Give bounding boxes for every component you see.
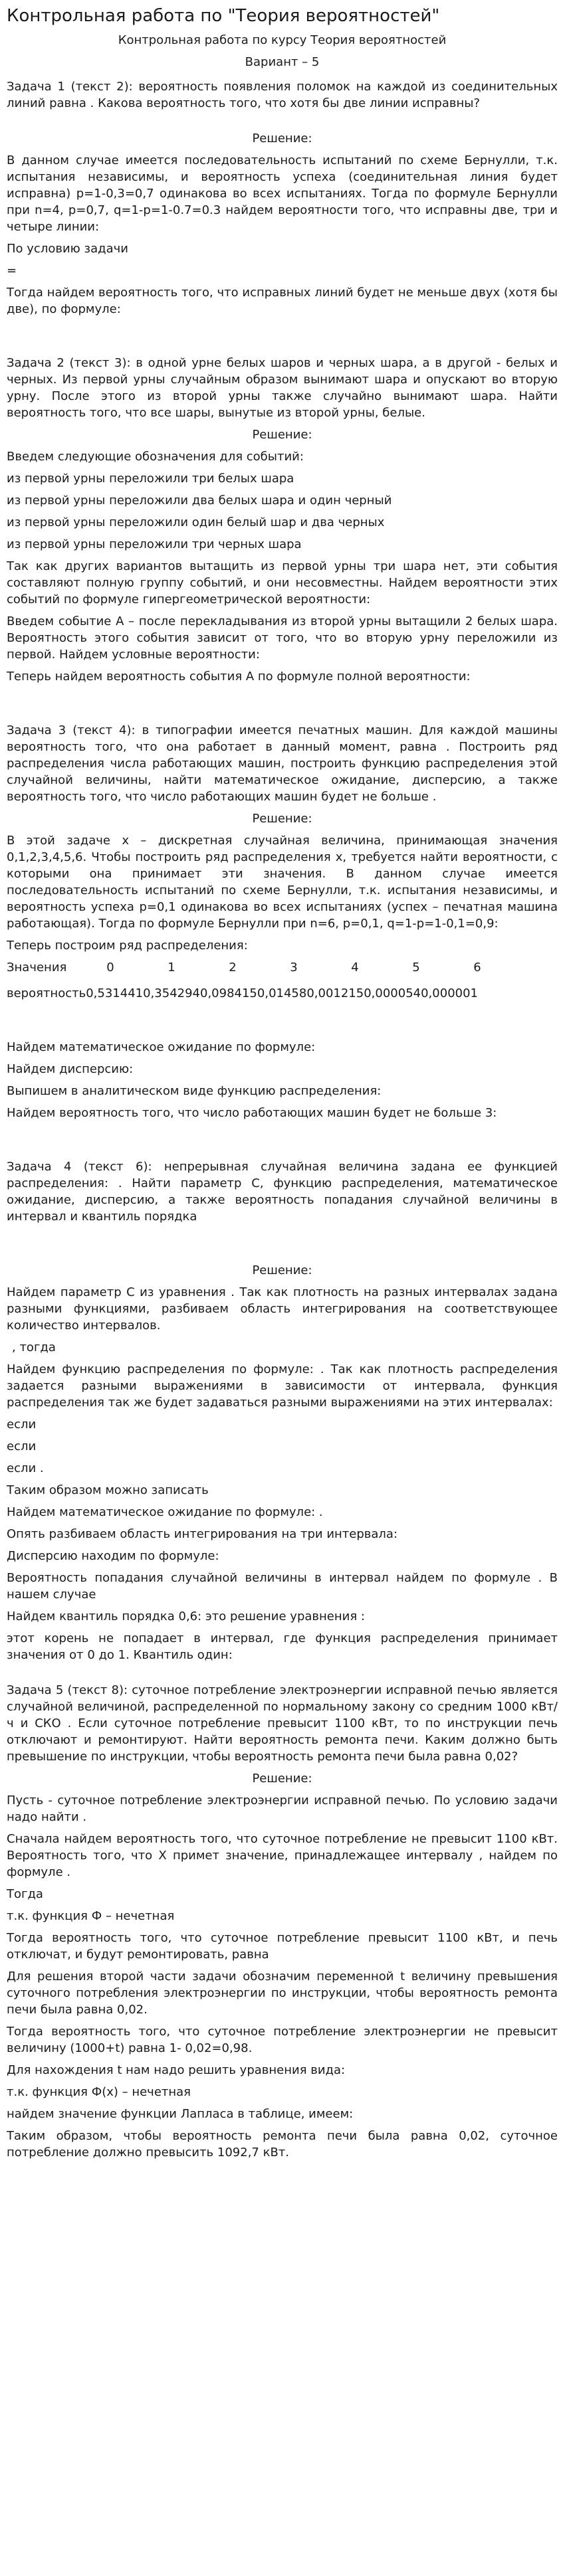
task-4-paragraph: Вероятность попадания случайной величины в интервал найдем по формуле . В нашем случае: [7, 1571, 558, 1602]
task-3: [7, 722, 558, 1121]
task-1-paragraph: В данном случае имеется последовательность испытаний по схеме Бернулли, т.к. испытания независимы, и вероятность успеха (соединительная линия будет исправна) p=1-0,3=0,7 одинакова во всех испытаниях. Тогда по формуле Бернулли при n=4, p=0,7, q=1-p=1-0.7=0.3 найдем вероятности того, что исправны две, три и четыре линии:: [7, 153, 558, 234]
task-5: [7, 1682, 558, 2161]
task-2-paragraph: Теперь найдем вероятность события А по формуле полной вероятности:: [7, 670, 471, 684]
task-3-paragraph: Найдем вероятность того, что число работающих машин будет не больше 3:: [7, 1106, 497, 1120]
task-5-paragraph: Для решения второй части задачи обозначим переменной t величину превышения суточного потребления электроэнергии по инструкции, чтобы вероятность ремонта печи была равна 0,02.: [7, 1970, 558, 2017]
task-2-paragraph: Так как других вариантов вытащить из первой урны три шара нет, эти события составляют полную группу событий, и они несовместны. Найдем вероятности этих событий по формуле гипергеометрической вероятности:: [7, 559, 558, 606]
distribution-value: 1: [168, 961, 175, 974]
distribution-probability-label: вероятность: [7, 986, 86, 1000]
task-1-paragraph: Тогда найдем вероятность того, что исправных линий будет не меньше двух (хотя бы две), по формуле:: [7, 286, 558, 316]
task-5-paragraph: Сначала найдем вероятность того, что суточное потребление не превысит 1100 кВт. Вероятность того, что Х примет значение, принадлежащее интервалу , найдем по формуле .: [7, 1832, 558, 1879]
distribution-probability: 0,531441: [86, 986, 144, 1000]
document-subtitle: Контрольная работа по курсу Теория вероятностей: [118, 33, 447, 47]
task-4-paragraph: Найдем квантиль порядка 0,6: это решение уравнения :: [7, 1610, 365, 1623]
task-3-solution-label: Решение:: [252, 812, 312, 826]
distribution-value: 6: [473, 961, 481, 974]
distribution-value: 5: [412, 961, 420, 974]
task-5-paragraph: Тогда вероятность того, что суточное потребление превысит 1100 кВт, и печь отключат, и будут ремонтировать, равна: [7, 1931, 558, 1962]
distribution-probability: 0,354294: [143, 986, 200, 1000]
task-5-paragraph: Тогда вероятность того, что суточное потребление электроэнергии не превысит величину (1000+t) равна 1- 0,02=0,98.: [7, 2025, 558, 2055]
distribution-probability: 0,098415: [200, 986, 257, 1000]
task-2-paragraph: из первой урны переложили три белых шара: [7, 472, 294, 486]
task-3-paragraph: Найдем математическое ожидание по формуле:: [7, 1040, 316, 1054]
distribution-probability: 0,001215: [306, 986, 364, 1000]
task-4-paragraph: Найдем математическое ожидание по формуле: .: [7, 1505, 323, 1519]
task-5-paragraph: найдем значение функции Лапласа в таблице, имеем:: [7, 2107, 354, 2121]
task-4-paragraph: если: [7, 1439, 37, 1453]
task-5-paragraph: т.к. функция Ф – нечетная: [7, 1909, 175, 1923]
task-4-paragraph: Таким образом можно записать: [7, 1483, 209, 1497]
distribution-values-row: [7, 959, 558, 976]
task-4-paragraph: , тогда: [12, 1340, 56, 1354]
task-5-paragraph: Таким образом, чтобы вероятность ремонта печи была равна 0,02, суточное потребление должно превысить 1092,7 кВт.: [7, 2129, 558, 2160]
task-1-paragraph: По условию задачи: [7, 242, 128, 256]
task-5-paragraph: Пусть - суточное потребление электроэнергии исправной печью. По условию задачи надо найти .: [7, 1794, 558, 1824]
task-3-paragraph: В этой задаче х – дискретная случайная величина, принимающая значения 0,1,2,3,4,5,6. Чтобы построить ряд распределения х, требуется найти вероятности, с которыми она принимает эти значения. В данном случае имеется последовательность испытаний по схеме Бернулли, т.к. испытания независимы, и вероятность успеха p=0,1 одинакова во всех испытаниях (успех – печатная машина работающая). Тогда по формуле Бернулли при n=6, p=0,1, q=1-p=1-0,1=0,9:: [7, 834, 558, 931]
task-5-paragraph: т.к. функция Ф(х) – нечетная: [7, 2085, 191, 2099]
distribution-value: 4: [351, 961, 359, 974]
task-5-statement: Задача 5 (текст 8): суточное потребление электроэнергии исправной печью является случайной величиной, распределенной по нормальному закону со средним 1000 кВт/ч и СКО . Если суточное потребление превысит 1100 кВт, то по инструкции печь отключают и ремонтируют. Найти вероятность ремонта печи. Каким должно быть превышение по инструкции, чтобы вероятность ремонта печи была равна 0,02?: [7, 1683, 558, 1764]
task-1: [7, 78, 558, 318]
task-3-statement: Задача 3 (текст 4): в типографии имеется печатных машин. Для каждой машины вероятность того, что она работает в данный момент, равна . Построить ряд распределения числа работающих машин, построить функцию распределения этой случайной величины, найти математическое ожидание, дисперсию, а также вероятность того, что число работающих машин будет не больше .: [7, 723, 558, 804]
distribution-value: 3: [290, 961, 298, 974]
task-4-solution-label: Решение:: [252, 1263, 312, 1277]
distribution-value: 2: [229, 961, 237, 974]
task-4-paragraph: если .: [7, 1461, 44, 1475]
distribution-probabilities-row: [7, 985, 558, 1002]
task-4-paragraph: Дисперсию находим по формуле:: [7, 1549, 219, 1563]
task-4-paragraph: этот корень не попадает в интервал, где функция распределения принимает значения от 0 до 1. Квантиль один:: [7, 1631, 558, 1662]
task-4-paragraph: если: [7, 1418, 37, 1431]
task-4-paragraph: Найдем функцию распределения по формуле: . Так как плотность распределения задается разными выражениями в зависимости от интервала, функция распределения так же будет задаваться разными выражениями на этих интервалах:: [7, 1362, 558, 1410]
task-1-equals: =: [7, 264, 17, 278]
task-4-paragraph: Опять разбиваем область интегрирования на три интервала:: [7, 1527, 398, 1541]
task-3-paragraph: Найдем дисперсию:: [7, 1062, 134, 1076]
task-2: [7, 355, 558, 685]
task-3-paragraph: Теперь построим ряд распределения:: [7, 939, 248, 953]
task-2-paragraph: Введем следующие обозначения для событий:: [7, 450, 304, 464]
task-5-paragraph: Для нахождения t нам надо решить уравнения вида:: [7, 2063, 346, 2077]
distribution-values-label: Значения: [7, 961, 67, 974]
distribution-probability: 0,000001: [421, 986, 478, 1000]
page-title: Контрольная работа по "Теория вероятностей": [7, 6, 440, 26]
task-3-paragraph: Выпишем в аналитическом виде функцию распределения:: [7, 1084, 382, 1098]
task-5-paragraph: Тогда: [7, 1887, 43, 1901]
task-1-statement: Задача 1 (текст 2): вероятность появления поломок на каждой из соединительных линий равна . Какова вероятность того, что хотя бы две линии исправны?: [7, 80, 558, 110]
task-4-statement: Задача 4 (текст 6): непрерывная случайная величина задана ее функцией распределения: . Найти параметр С, функцию распределения, математическое ожидание, дисперсию, а также вероятность попадания случайной величины в интервал и квантиль порядка: [7, 1160, 558, 1224]
task-1-solution-label: Решение:: [252, 132, 312, 145]
task-2-solution-label: Решение:: [252, 428, 312, 442]
distribution-probability: 0,000054: [364, 986, 421, 1000]
task-2-paragraph: из первой урны переложили три черных шара: [7, 537, 302, 551]
distribution-value: 0: [106, 961, 114, 974]
task-2-paragraph: из первой урны переложили два белых шара и один черный: [7, 494, 392, 507]
task-2-paragraph: из первой урны переложили один белый шар и два черных: [7, 515, 385, 529]
task-5-solution-label: Решение:: [252, 1772, 312, 1786]
task-2-paragraph: Введем событие А – после перекладывания из второй урны вытащили 2 белых шара. Вероятность этого события зависит от того, что во вторую урну переложили из первой. Найдем условные вероятности:: [7, 614, 558, 662]
task-4-paragraph: Найдем параметр С из уравнения . Так как плотность на разных интервалах задана разными функциями, разбиваем область интегрирования на соответствующее количество интервалов.: [7, 1285, 558, 1333]
task-4: [7, 1158, 558, 1663]
variant-label: Вариант – 5: [245, 55, 320, 69]
task-2-statement: Задача 2 (текст 3): в одной урне белых шаров и черных шара, а в другой - белых и черных. Из первой урны случайным образом вынимают шара и опускают во вторую урну. После этого из второй урны также случайно вынимают шара. Найти вероятность того, что все шары, вынутые из второй урны, белые.: [7, 356, 558, 420]
distribution-probability: 0,01458: [257, 986, 307, 1000]
